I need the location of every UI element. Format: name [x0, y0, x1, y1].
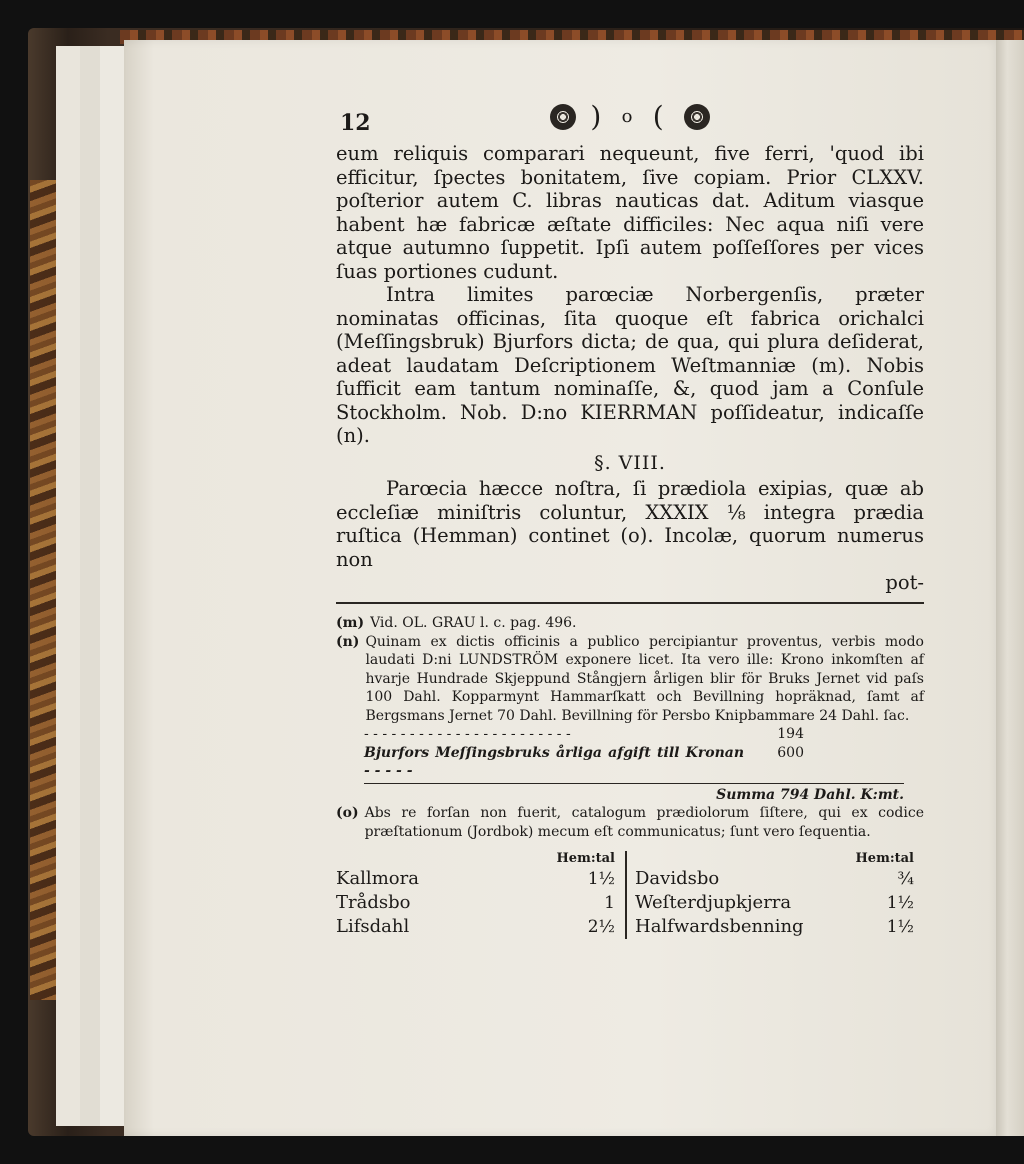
farm-value: ¾ [897, 869, 914, 889]
calc-label: - - - - - - - - - - - - - - - - - - - - - - - [364, 726, 571, 742]
footnote-text: Vid. OL. GRAU l. c. pag. 496. [370, 615, 577, 631]
column-header: Hem:tal [556, 851, 615, 866]
rosette-icon [684, 104, 710, 130]
catchword: pot- [885, 571, 924, 594]
farm-name: Lifsdahl [336, 916, 410, 937]
farm-value: 2½ [587, 917, 615, 937]
footnote [336, 614, 924, 633]
table-column-left [336, 851, 625, 939]
paragraph: eum reliquis comparari nequeunt, five ferri, 'quod ibi efficitur, ſpectes bonitatem, ſive copiam. Prior CLXXV. poſterior autem C. libras nauticas dat. Aditum viasque habent hæ fabricæ æſtate difficiles: Nec aqua niſi vere atque autumno ſuppetit. Ipſi autem poſſeſſores per vices ſuas portiones cudunt. [336, 142, 924, 283]
farm-table [336, 851, 924, 939]
table-row [635, 867, 924, 891]
ornament-paren-right: ) [590, 100, 608, 133]
table-row [635, 915, 924, 939]
table-column-right [625, 851, 924, 939]
marbled-edge [30, 180, 56, 1000]
calc-value: 600 [777, 744, 804, 761]
paragraph: Intra limites parœciæ Norbergenſis, præter nominatas officinas, ſita quoque eſt fabrica orichalci (Meſſingsbruk) Bjurfors dicta; de qua, qui plura deſiderat, adeat laudatam Deſcriptionem Weſtmanniæ (m). Nobis ſufficit eam tantum nominaſſe, &, quod jam a Conſule Stockholm. Nob. D:no KIERRMAN poſſideatur, indicaſſe (n). [336, 283, 924, 447]
rosette-icon [550, 104, 576, 130]
footnote [336, 804, 924, 841]
farm-name: Weſterdjupkjerra [635, 892, 792, 913]
footnote [336, 633, 924, 726]
page-number: 12 [340, 110, 371, 136]
ornament-circle: o [621, 106, 639, 127]
calc-sum: Summa 794 Dahl. K:mt. [364, 783, 904, 805]
page-content [336, 98, 924, 939]
farm-name: Davidsbo [635, 868, 720, 889]
farm-name: Kallmora [336, 868, 419, 889]
body-text [336, 142, 924, 594]
footnotes [336, 614, 924, 841]
right-page-edge [996, 40, 1024, 1136]
table-row [336, 891, 625, 915]
footnote-mark: (n) [336, 633, 360, 650]
calc-label: Bjurfors Meſſingsbruks årliga afgift till Kronan - - - - - [364, 744, 744, 779]
farm-value: 1½ [886, 917, 914, 937]
calc-row [364, 725, 924, 744]
page-header [336, 98, 924, 142]
footnote-text: Quinam ex dictis officinis a publico percipiantur proventus, verbis modo laudati D:ni LUNDSTRÖM exponere licet. Ita vero ille: Krono inkomſten af hvarje Hundrade Skjeppund Stångjern årligen blir för Bruks Jernet vid paſs 100 Dahl. Kopparmynt Hammarſkatt och Bevillning hopräknad, ſamt af Bergsmans Jernet 70 Dahl. Bevillning för Persbo Knipbammare 24 Dahl. ſac. [365, 633, 924, 724]
calc-row [364, 744, 924, 781]
farm-value: 1 [604, 893, 615, 913]
revenue-calculation [364, 725, 924, 804]
table-row [336, 915, 625, 939]
farm-value: 1½ [886, 893, 914, 913]
section-heading: §. VIII. [594, 451, 666, 474]
footnote-divider [336, 602, 924, 604]
farm-name: Trådsbo [336, 892, 411, 913]
farm-name: Halfwardsbenning [635, 916, 804, 937]
footnote-text: Abs re forſan non fuerit, catalogum prædiolorum ſiſtere, qui ex codice præſtationum (Jordbok) mecum eſt communicatus; ſunt vero ſequentia. [364, 805, 924, 840]
table-row [635, 891, 924, 915]
footnote-mark: (o) [336, 805, 359, 821]
ornament-paren-left: ( [652, 100, 670, 133]
calc-value: 194 [777, 726, 804, 742]
footnote-mark: (m) [336, 615, 365, 631]
table-row [336, 867, 625, 891]
header-ornament [336, 100, 924, 133]
farm-value: 1½ [587, 869, 615, 889]
paragraph: Parœcia hæcce noſtra, ſi prædiola exipias, quæ ab eccleſiæ miniſtris coluntur, XXXIX ⅛ integra prædia ruſtica (Hemman) continet (o). Incolæ, quorum numerus non [336, 477, 924, 571]
column-header: Hem:tal [855, 851, 914, 866]
